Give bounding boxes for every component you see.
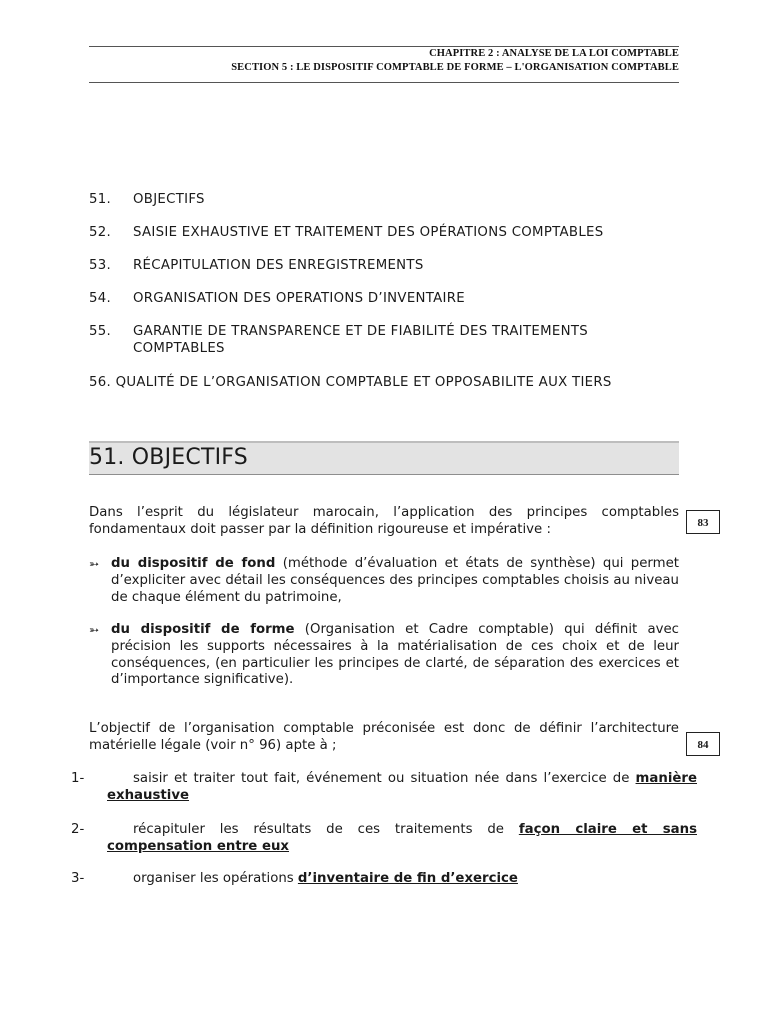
item-text: saisir et traiter tout fait, événement ou situation née dans l’exercice de	[133, 771, 636, 786]
bullet-bold: du dispositif de fond	[111, 556, 276, 571]
numbered-item	[71, 871, 697, 888]
bullet-bold: du dispositif de forme	[111, 622, 295, 637]
toc-number: 55.	[89, 324, 112, 339]
toc-item[interactable]	[89, 374, 679, 391]
toc-title: SAISIE EXHAUSTIVE ET TRAITEMENT DES OPÉRATIONS COMPTABLES	[133, 225, 604, 240]
toc-number: 53.	[89, 258, 112, 273]
toc-title: OBJECTIFS	[133, 192, 205, 207]
toc-number: 54.	[89, 291, 112, 306]
section-title: 51. OBJECTIFS	[89, 445, 248, 470]
item-text: récapituler les résultats de ces traitements de	[133, 822, 519, 837]
header-top-rule	[89, 46, 679, 47]
toc-title: GARANTIE DE TRANSPARENCE ET DE FIABILITÉ DES TRAITEMENTS COMPTABLES	[133, 324, 589, 356]
item-emphasis: manière exhaustive	[107, 771, 697, 803]
item-number: 3-	[71, 871, 85, 886]
toc-number: 56.	[89, 375, 112, 390]
toc-number: 51.	[89, 192, 112, 207]
arrow-bullet-icon: ➳	[89, 623, 100, 637]
item-text: organiser les opérations	[133, 871, 298, 886]
header-section: SECTION 5 : LE DISPOSITIF COMPTABLE DE FORME – L'ORGANISATION COMPTABLE	[231, 62, 679, 73]
toc-number: 52.	[89, 225, 112, 240]
arrow-bullet-icon: ➳	[89, 557, 100, 571]
item-number: 2-	[71, 822, 85, 837]
toc-title: RÉCAPITULATION DES ENREGISTREMENTS	[133, 258, 424, 273]
margin-reference-83: 83	[686, 510, 720, 534]
item-emphasis: façon claire et sans compensation entre eux	[107, 822, 697, 854]
bullet-item	[89, 622, 679, 689]
numbered-item	[71, 771, 697, 805]
header-chapter: CHAPITRE 2 : ANALYSE DE LA LOI COMPTABLE	[429, 48, 679, 59]
section-banner	[89, 441, 679, 475]
bullet-text: (méthode d’évaluation et états de synthèse) qui permet d’expliciter avec détail les conséquences des principes comptables choisis au niveau de chaque élément du patrimoine,	[111, 556, 679, 605]
item-number: 1-	[71, 771, 85, 786]
margin-reference-84: 84	[686, 732, 720, 756]
item-emphasis: d’inventaire de fin d’exercice	[297, 871, 518, 886]
objective-paragraph: L’objectif de l’organisation comptable préconisée est donc de définir l’architecture matérielle légale (voir n° 96) apte à ;	[89, 721, 679, 753]
bullet-text: (Organisation et Cadre comptable) qui définit avec précision les supports nécessaires à la matérialisation de ces choix et de leur conséquences, (en particulier les principes de clarté, de séparation des exercices et d’importance significative).	[111, 622, 679, 688]
numbered-item	[71, 822, 697, 856]
intro-paragraph: Dans l’esprit du législateur marocain, l’application des principes comptables fondamentaux doit passer par la définition rigoureuse et impérative :	[89, 505, 679, 537]
bullet-item	[89, 556, 679, 606]
toc-title: ORGANISATION DES OPERATIONS D’INVENTAIRE	[133, 291, 466, 306]
toc-title: QUALITÉ DE L’ORGANISATION COMPTABLE ET OPPOSABILITE AUX TIERS	[115, 375, 612, 390]
header-bottom-rule	[89, 82, 679, 83]
